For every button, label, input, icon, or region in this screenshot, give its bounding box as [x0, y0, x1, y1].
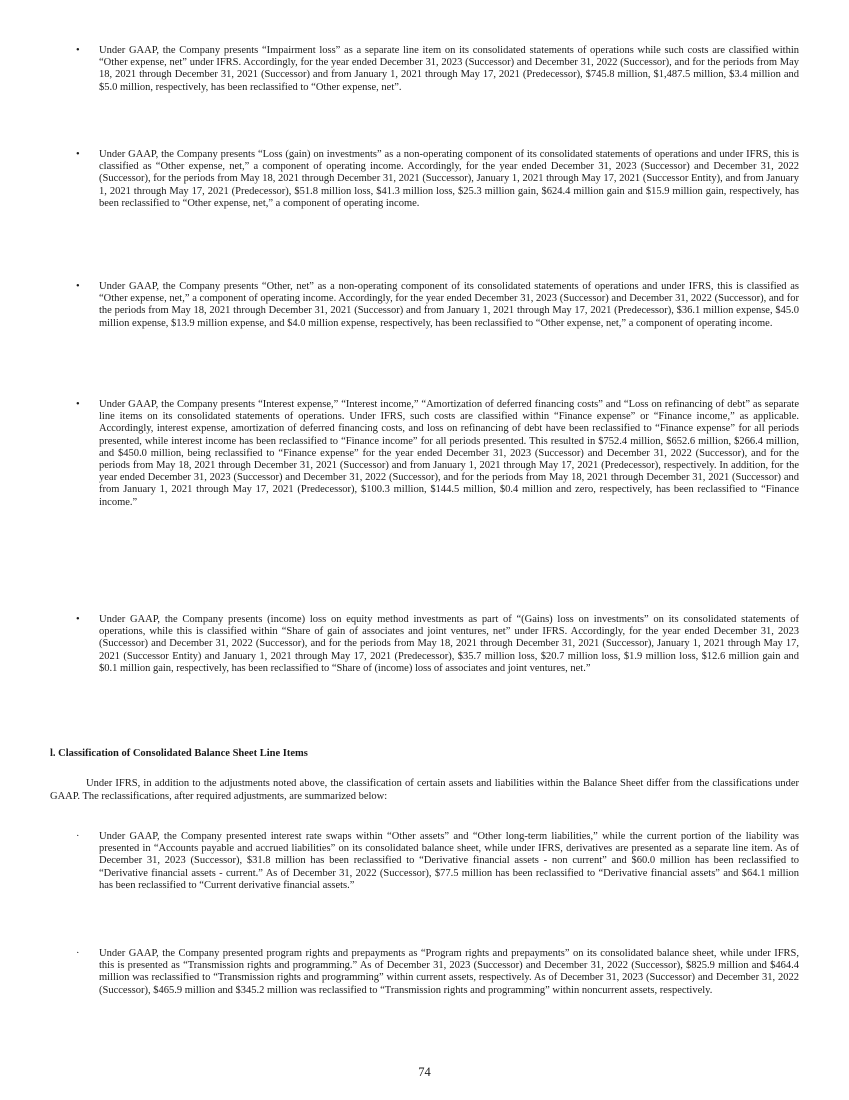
- bullet-marker: •: [76, 149, 80, 160]
- balance-bullet-block-1: [0, 831, 849, 892]
- page-number: 74: [418, 1065, 431, 1079]
- bullet-marker: ·: [76, 948, 80, 959]
- list-item: [0, 614, 849, 675]
- list-item: [0, 399, 849, 509]
- list-item: [0, 45, 849, 94]
- list-item: [0, 948, 849, 997]
- gaap-bullet-block-4: [0, 399, 849, 509]
- section-heading: l. Classification of Consolidated Balance Sheet Line Items: [50, 748, 308, 759]
- list-item: [0, 149, 849, 210]
- gaap-bullet-block-2: [0, 149, 849, 210]
- intro-paragraph: Under IFRS, in addition to the adjustments noted above, the classification of certain assets and liabilities within the Balance Sheet differ from the classifications under GAAP. The reclassifications, after required adjustments, are summarized below:: [50, 778, 799, 802]
- gaap-bullet-block-3: [0, 281, 849, 330]
- bullet-marker: •: [76, 614, 80, 625]
- gaap-bullet-block-1: [0, 45, 849, 94]
- list-item: [0, 281, 849, 330]
- bullet-text: Under GAAP, the Company presents (income) loss on equity method investments as part of “(Gains) loss on investments” on its consolidated statements of operations, while this is classified within “Share of gain of associates and joint ventures, net” under IFRS. Accordingly, for the year ended December 31, 2023 (Successor) and December 31, 2022 (Successor), and for the periods from May 18, 2021 through December 31, 2021 (Successor), January 1, 2021 through May 17, 2021 (Successor Entity) and January 1, 2021 through May 17, 2021 (Predecessor), $35.7 million loss, $20.7 million loss, $1.9 million loss, $12.6 million gain and $0.1 million gain, respectively, has been reclassified to “Share of (income) loss of associates and joint ventures, net.”: [99, 614, 799, 674]
- bullet-text: Under GAAP, the Company presented interest rate swaps within “Other assets” and “Other long-term liabilities,” while the current portion of the liability was presented in “Accounts payable and accrued liabilities” on its consolidated balance sheet, while under IFRS, derivatives are presented as a separate line item. As of December 31, 2023 (Successor), $31.8 million has been reclassified to “Derivative financial assets - non current” and $60.0 million has been reclassified to “Derivative financial assets - current.” As of December 31, 2022 (Successor), $77.5 million has been reclassified to “Derivative financial assets” and $64.1 million has been reclassified to “Current derivative financial assets.”: [99, 831, 799, 891]
- bullet-marker: •: [76, 45, 80, 56]
- list-item: [0, 831, 849, 892]
- gaap-bullet-block-5: [0, 614, 849, 675]
- bullet-text: Under GAAP, the Company presented program rights and prepayments as “Program rights and prepayments” on its consolidated balance sheet, while under IFRS, this is presented as “Transmission rights and programming.” As of December 31, 2023 (Successor) and December 31, 2022 (Successor), $825.9 million and $464.4 million was reclassified to “Transmission rights and programming” within current assets, respectively. As of December 31, 2023 (Successor) and December 31, 2022 (Successor), $465.9 million and $345.2 million was reclassified to “Transmission rights and programming” within noncurrent assets, respectively.: [99, 948, 799, 996]
- bullet-text: Under GAAP, the Company presents “Loss (gain) on investments” as a non-operating component of its consolidated statements of operations and under IFRS, this is classified as “Other expense, net,” a component of operating income. Accordingly, for the year ended December 31, 2023 (Successor) and December 31, 2022 (Successor), for the periods from May 18, 2021 through December 31, 2021 (Successor), January 1, 2021 through May 17, 2021 (Successor Entity), and from January 1, 2021 through May 17, 2021 (Predecessor), $51.8 million loss, $41.3 million loss, $25.3 million gain, $624.4 million gain and $15.9 million gain, respectively, has been reclassified to “Other expense, net,” a component of operating income.: [99, 149, 799, 209]
- bullet-marker: ·: [76, 831, 80, 842]
- balance-bullet-block-2: [0, 948, 849, 997]
- bullet-marker: •: [76, 399, 80, 410]
- bullet-text: Under GAAP, the Company presents “Impairment loss” as a separate line item on its consolidated statements of operations while such costs are classified within “Other expense, net” under IFRS. Accordingly, for the year ended December 31, 2023 (Successor) and December 31, 2022 (Successor), and for the periods from May 18, 2021 through December 31, 2021 (Successor) and from January 1, 2021 through May 17, 2021 (Predecessor), $745.8 million, $1,487.5 million, $3.4 million and $5.0 million, respectively, has been reclassified to “Other expense, net”.: [99, 45, 799, 93]
- bullet-text: Under GAAP, the Company presents “Other, net” as a non-operating component of its consolidated statements of operations and under IFRS, this is classified as “Other expense, net,” a component of operating income. Accordingly, for the year ended December 31, 2023 (Successor) and December 31, 2022 (Successor), and for the periods from May 18, 2021 through December 31, 2021 (Successor) and from January 1, 2021 through May 17, 2021 (Predecessor), $36.1 million expense, $45.0 million expense, $13.9 million expense, and $4.0 million expense, respectively, has been reclassified to “Other expense, net,” a component of operating income.: [99, 281, 799, 329]
- bullet-text: Under GAAP, the Company presents “Interest expense,” “Interest income,” “Amortization of deferred financing costs” and “Loss on refinancing of debt” as separate line items on its consolidated statements of operations. Under IFRS, such costs are classified within “Finance expense” or “Finance income,” as applicable. Accordingly, interest expense, amortization of deferred financing costs, and loss on refinancing of debt have been reclassified to “Finance expense” for all periods presented, while interest income has been reclassified to “Finance income” for all periods presented. This resulted in $752.4 million, $652.6 million, $266.4 million, and $450.0 million, being reclassified to “Finance expense” for the year ended December 31, 2023 (Successor) and December 31, 2022 (Successor), and for the periods from May 18, 2021 through December 31, 2021 (Successor) and from January 1, 2021 through May 17, 2021 (Predecessor), respectively. In addition, for the year ended December 31, 2023 (Successor) and December 31, 2022 (Successor), and for the periods from May 18, 2021 through December 31, 2021 (Successor) and from January 1, 2021 through May 17, 2021 (Predecessor), $100.3 million, $144.5 million, $0.4 million and zero, respectively, has been reclassified to “Finance income.”: [99, 399, 799, 508]
- bullet-marker: •: [76, 281, 80, 292]
